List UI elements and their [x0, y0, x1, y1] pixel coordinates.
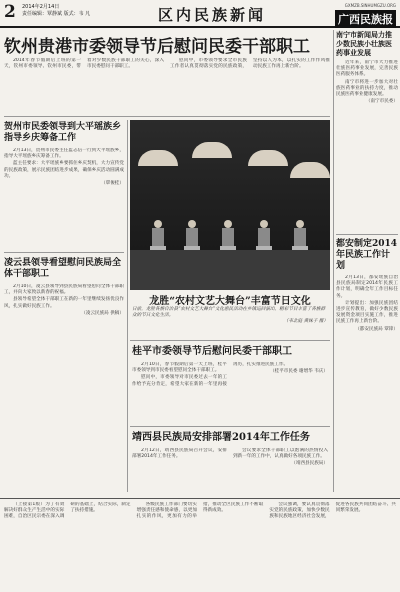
editor-credit: 责任编辑：覃静斌 版式：韦 凡 [22, 11, 91, 17]
hezhou-paragraph: 蓝主任要求：大平瑶族乡要抓住乡庆契机，大力宣传党的民族政策，展示民族团结进步成果，确保乡庆活动圆满成功。 [4, 161, 124, 179]
jingxi-byline: （靖西县民族局） [291, 461, 328, 467]
duan-body [336, 275, 398, 491]
photo-caption-text [132, 307, 328, 326]
hezhou-byline: （覃俊桂） [101, 181, 124, 187]
continued-story [4, 502, 396, 588]
nanning-headline: 南宁市新闻局力推少数民族小壮族医药事业发展 [336, 30, 392, 57]
jingxi-body [132, 448, 328, 494]
paper-url: GXMZB.SINHUMGZU.ORG [344, 3, 396, 8]
divider [130, 426, 330, 427]
hezhou-body [4, 148, 124, 248]
masthead [0, 0, 400, 28]
guiping-paragraph: 2月10日，春节假期后第一天上班，桂平市委领导到市民委看望慰问全体干部职工。 [132, 362, 227, 374]
guiping-headline: 桂平市委领导节后慰问民委干部职工 [132, 346, 292, 357]
guiping-body [132, 362, 328, 422]
umbrella-shape [138, 150, 178, 166]
section-title: 区内民族新闻 [158, 6, 267, 24]
photo-caption: 龙胜“农村文艺大舞台”丰富节日文化 [149, 296, 311, 307]
photo-description: 日前，龙胜各族自治县“农村文艺大舞台”文化惠民活动在乡镇巡回演出，精彩节目丰富了各族群众的节日文化生活。 [132, 307, 326, 319]
page-number: 2 [4, 2, 16, 22]
lingyun-paragraph: 2月10日，凌云县领导到县民族局看望慰问全体干部职工，并向大家致以新春的祝福。 [4, 284, 124, 296]
continued-paragraph: 会议强调，要认真贯彻落实党的民族政策，加快少数民族和民族地区经济社会发展，促进各民族共同团结奋斗、共同繁荣发展。 [269, 502, 396, 520]
lingyun-headline: 凌云县领导看望慰问民族局全体干部职工 [4, 258, 122, 279]
section-divider [0, 498, 400, 499]
hezhou-headline: 贺州市民委领导到大平瑶族乡指导乡庆筹备工作 [4, 122, 122, 143]
divider [130, 340, 330, 341]
hezhou-paragraph: 2月13日，贺州市民委主任蓝志信一行到大平瑶族乡，指导大平瑶族乡庆筹备工作。 [4, 148, 124, 160]
nanning-paragraph: 南宁市将进一步加大对壮族医药事业的扶持力度，推动民族医药事业健康发展。 [336, 79, 398, 98]
guiping-byline: （桂平市民委 谢增华 韦庆） [269, 369, 328, 375]
dance-photo [130, 120, 330, 290]
continued-paragraph: 各级民族工作部门要切实增强责任感和使命感，以更加扎实的作风，更加有力的举措，推动全区民族工作不断取得新成效。 [136, 502, 264, 520]
masthead-meta [22, 4, 90, 18]
guiping-paragraph: 慰问中，市委领导对市民委过去一年的工作给予充分肯定，希望大家在新的一年里再接再厉，扎实推进民族工作。 [132, 362, 289, 387]
jingxi-paragraph: 会议要求全体干部职工以饱满的热情投入到新一年的工作中，认真做好各项民族工作。 [233, 448, 328, 460]
lead-paragraph: 2014年春节假期后上班的第一天，钦州市委领导、钦州市民委，带着对少数民族干部职工的关心，深入市民委慰问干部职工。 [4, 58, 164, 70]
umbrella-shape [192, 142, 232, 158]
lead-headline: 钦州贵港市委领导节后慰问民委干部职工 [4, 37, 310, 57]
lingyun-byline: （凌云民族局 供稿） [81, 310, 124, 316]
duan-paragraph: 计划提出：加强民族团结进步宣传教育，做好少数民族发展资金项目实施工作，推进民族工作再上新台阶。 [336, 300, 398, 325]
nanning-byline: （南宁市民委） [365, 99, 398, 105]
lingyun-body [4, 284, 124, 394]
divider [4, 116, 330, 117]
paper-name: 广西民族报 [335, 10, 396, 28]
column-rule [333, 30, 334, 492]
duan-byline: （都安民族局 覃锋） [355, 326, 398, 332]
divider [4, 252, 124, 253]
lingyun-paragraph: 县领导希望全体干部职工在新的一年里继续发扬优良作风，扎实做好民族工作。 [4, 297, 124, 309]
column-rule [127, 120, 128, 492]
issue-date: 2014年2月14日 [22, 4, 60, 10]
divider [336, 234, 398, 235]
sidebar [336, 30, 398, 491]
continued-paragraph: （上接第1版）为了有效解决好群众生产生活中的实际困难，自治区民宗委在深入调研的基础上，结合实际，制定了扶持措施。 [4, 502, 131, 520]
umbrella-shape [290, 162, 330, 178]
umbrella-shape [248, 150, 288, 166]
duan-paragraph: 2月13日，都安瑶族自治县民族局制定2014年民族工作计划，明确全年工作目标任务。 [336, 275, 398, 299]
lead-body [4, 58, 330, 114]
lead-paragraph: 慰问中，市委领导要求全市民族工作者认真贯彻落实党的民族政策，坚持以人为本，以扎实的工作作风推动民族工作再上新台阶。 [170, 58, 330, 70]
jingxi-paragraph: 2月12日，靖西县民族局召开会议，安排部署2014年工作任务。 [132, 448, 227, 460]
jingxi-headline: 靖西县民族局安排部署2014年工作任务 [132, 432, 310, 443]
duan-headline: 都安制定2014年民族工作计划 [336, 239, 398, 271]
nanning-body [336, 60, 398, 230]
nanning-paragraph: 近年来，南宁市大力推进壮族医药事业发展，完善民族医药服务体系。 [336, 60, 398, 78]
stage-floor [130, 250, 330, 290]
photo-credit: （韦北庭 黄妹子 摄） [283, 319, 328, 325]
paper-brand [306, 3, 396, 28]
